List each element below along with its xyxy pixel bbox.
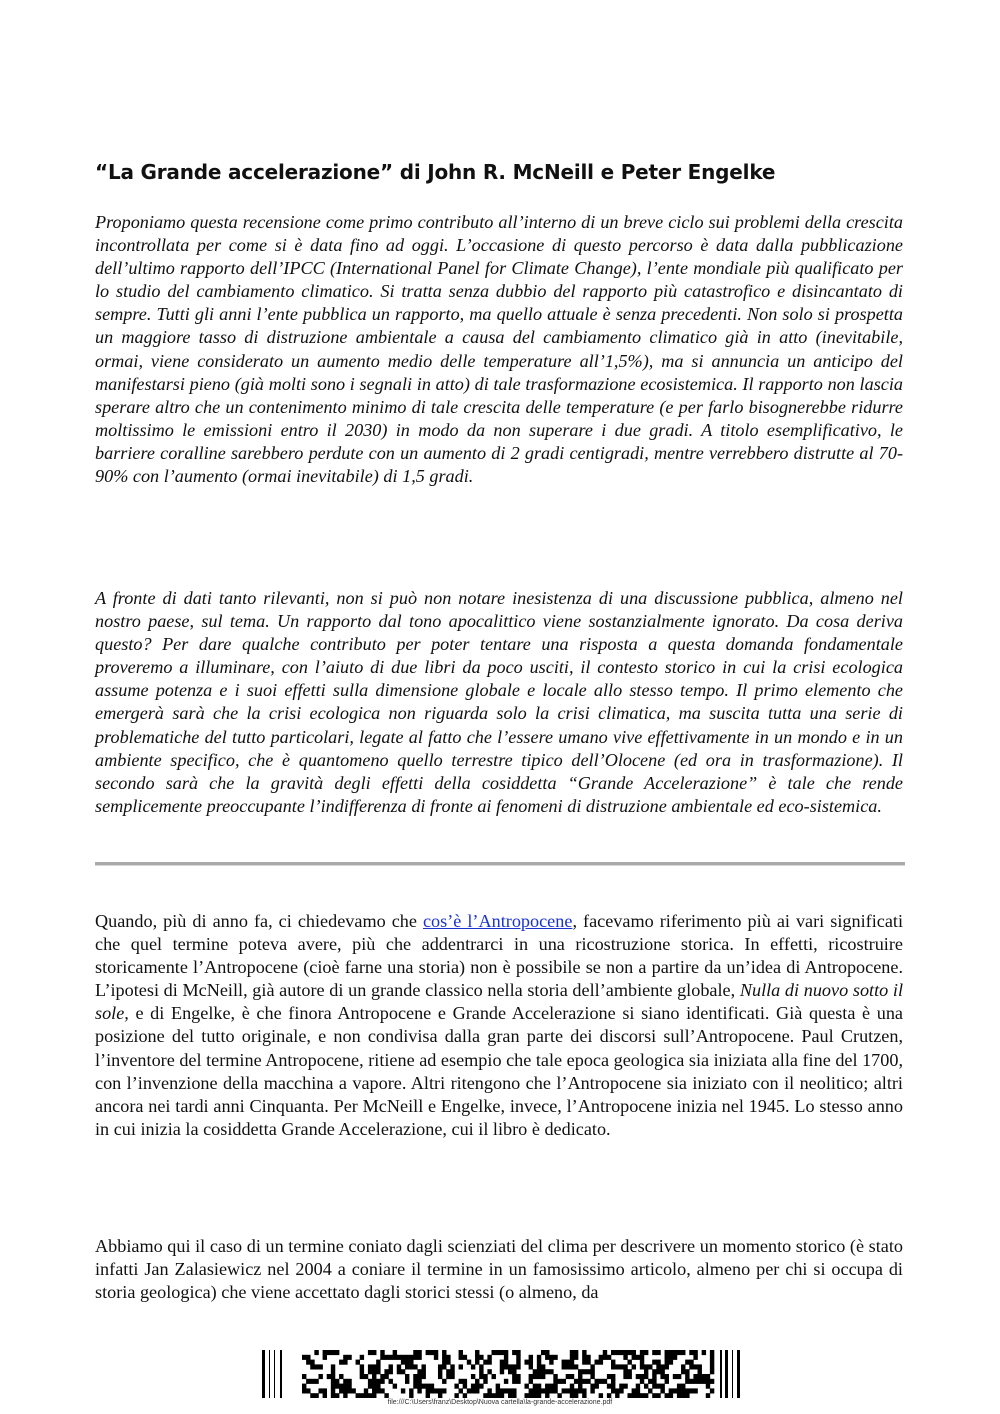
book-title: Nulla di nuovo sotto il sole, [95,980,904,1024]
intro-paragraph: Proponiamo questa recensione come primo contributo all’interno di un breve ciclo sui problemi della crescita incontrollata per come si è data fino ad oggi. L’occasione di questo percorso è data dalla pubblicazione dell’ultimo rapporto dell’IPCC (International Panel for Climate Change), l’ente mondiale più qualificato per lo studio del cambiamento climatico. Si tratta senza dubbio del rapporto più catastrofico e disincantato di sempre. Tutti gli anni l’ente pubblica un rapporto, ma quello attuale è senza precedenti. Non solo si prospetta un maggiore tasso di distruzione ambientale a causa del cambiamento climatico già in atto (inevitabile, ormai, viene considerato un aumento medio delle temperature all’1,5%), ma si annuncia un anticipo del manifestarsi pieno (già molti sono i segnali in atto) di tale trasformazione ecosistemica. Il rapporto non lascia sperare altro che un contenimento minimo di tale crescita delle temperature (e per farlo bisognerebbe ridurre moltissimo le emissioni entro il 2030) in modo da non superare i due gradi. A titolo esemplificativo, le barriere coralline sarebbero perdute con un aumento di 2 gradi centigradi, mentre verrebbero distrutte al 70-90% con l’aumento (ormai inevitabile) di 1,5 gradi. [95,212,903,487]
fourth-paragraph: Abbiamo qui il caso di un termine coniato dagli scienziati del clima per descrivere un momento storico (è stato infatti Jan Zalasiewicz nel 2004 a coniare il termine in un famosissimo articolo, almeno per chi si occupa di storia geologica) che viene accettato dagli storici stessi (o almeno, da [95,1236,903,1303]
third-paragraph [95,910,903,1141]
third-paragraph-part1: Quando, più di anno fa, ci chiedevamo che [95,911,423,931]
footer-file-path: file:///C:\Users\franz\Desktop\Nuova cartella\la-grande-accelerazione.pdf [387,1399,613,1406]
horizontal-divider [95,862,905,866]
third-paragraph-part2: , facevamo riferimento più ai vari significati che quel termine poteva avere, più che addentrarci in una ricostruzione storica. In effetti, ricostruire storicamente l’Antropocene (cioè farne una storia) non è possibile se non a partire da un’idea di Antropocene. L’ipotesi di McNeill, già autore di un grande classico nella storia dell’ambiente globale, [95,911,903,1001]
antropocene-link[interactable]: cos’è l’Antropocene [422,911,573,931]
barcode-image [262,1350,750,1398]
article-title: “La Grande accelerazione” di John R. McNeill e Peter Engelke [95,160,776,184]
third-paragraph-part3: e di Engelke, è che finora Antropocene e Grande Accelerazione si siano identificati. Già questa è una posizione del tutto originale, e non condivisa dalla gran parte dei discorsi sull’Antropocene. Paul Crutzen, l’inventore del termine Antropocene, ritiene ad esempio che tale epoca geologica sia iniziata alla fine del 1700, con l’invenzione della macchina a vapore. Altri ritengono che l’Antropocene sia iniziato con il neolitico; altri ancora nei tardi anni Cinquanta. Per McNeill e Engelke, invece, l’Antropocene inizia nel 1945. Lo stesso anno in cui inizia la cosiddetta Grande Accelerazione, cui il libro è dedicato. [95,1003,904,1139]
second-paragraph: A fronte di dati tanto rilevanti, non si può non notare inesistenza di una discussione pubblica, almeno nel nostro paese, sul tema. Un rapporto dal tono apocalittico viene sostanzialmente ignorato. Da cosa deriva questo? Per dare qualche contributo per poter tentare una risposta a questa domanda fondamentale proveremo a illuminare, con l’aiuto di due libri da poco usciti, il contesto storico in cui la crisi ecologica assume potenza e i suoi effetti sulla dimensione globale e locale allo stesso tempo. Il primo elemento che emergerà sarà che la crisi ecologica non riguarda solo la crisi climatica, ma suscita tutta una serie di problematiche del tutto particolari, legate al fatto che l’essere umano vive effettivamente in un mondo e in un ambiente specifico, che è quantomeno quello terrestre tipico dell’Olocene (ed ora in trasformazione). Il secondo sarà che la gravità degli effetti della cosiddetta “Grande Accelerazione” è tale che rende semplicemente preoccupante l’indifferenza di fronte ai fenomeni di distruzione ambientale ed eco-sistemica. [95,588,903,816]
